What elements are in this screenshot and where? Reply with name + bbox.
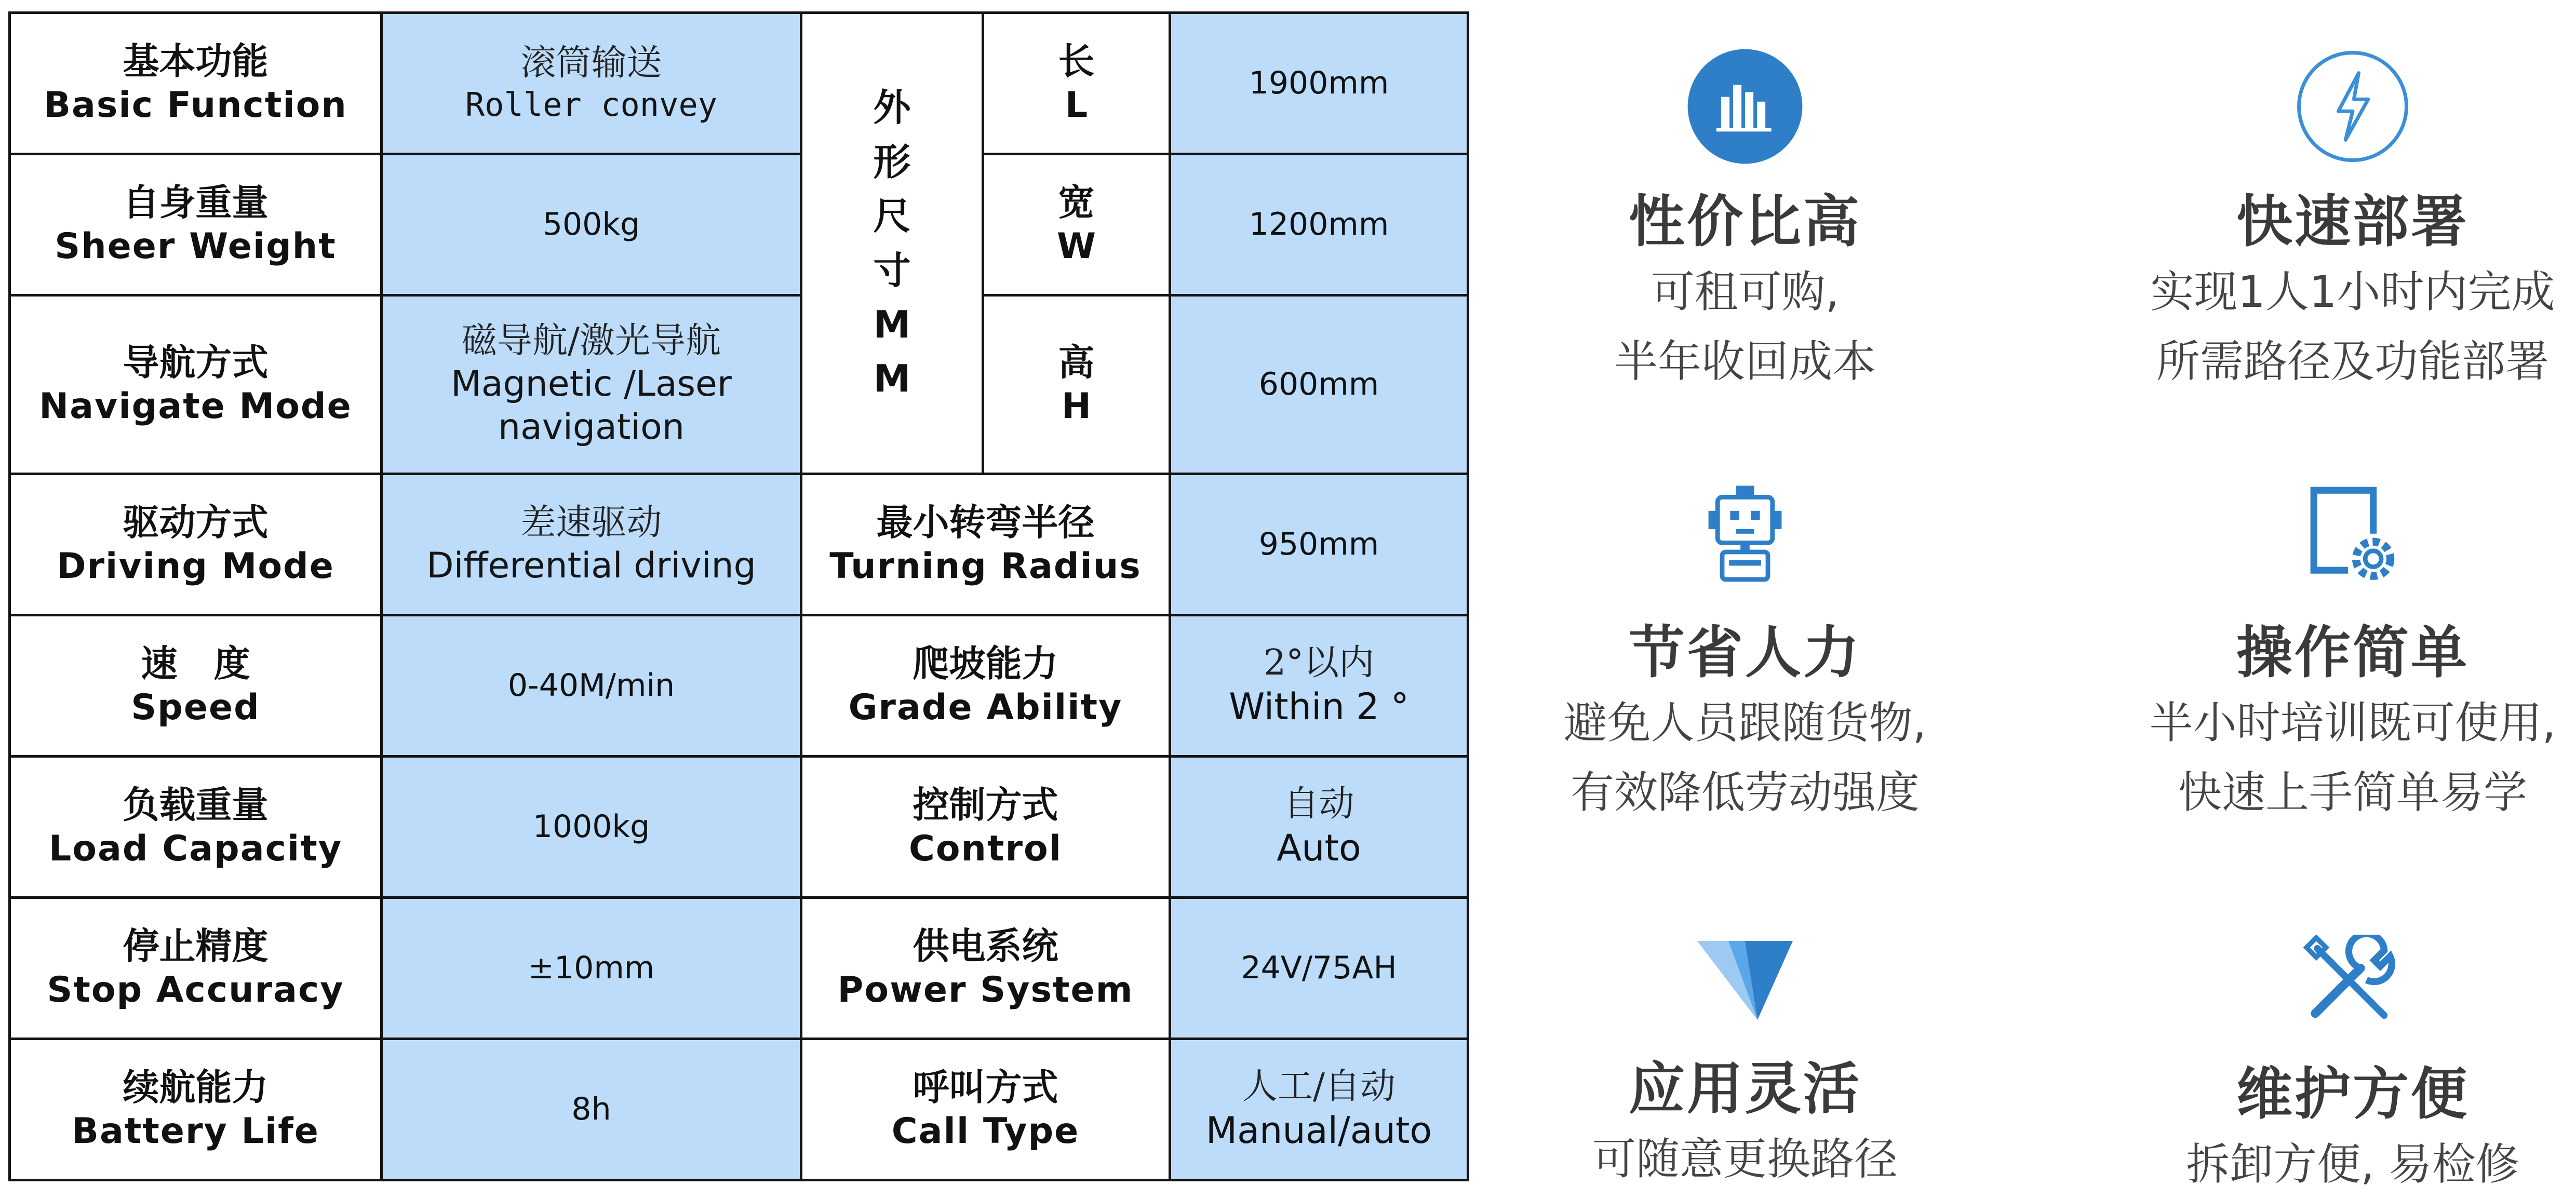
triangle-icon: [1693, 935, 1797, 1023]
bar-chart-icon: [1685, 47, 1805, 166]
feature-desc-line: 有效降低劳动强度: [1570, 767, 1920, 818]
spec-value-navigate-mode: 磁导航/激光导航 Magnetic /Laser navigation: [382, 295, 801, 474]
spec-value-control: 自动 Auto: [1170, 757, 1468, 898]
spec-value-turning-radius: 950mm: [1170, 474, 1468, 615]
spec-key-battery-life: 续航能力 Battery Life: [10, 1039, 382, 1180]
feature-title: 应用灵活: [1628, 1057, 1861, 1122]
lightning-icon: [2293, 47, 2412, 166]
feature-cost-effective: [1439, 47, 2051, 397]
spec-value-battery-life: 8h: [382, 1039, 801, 1180]
feature-title: 维护方便: [2236, 1062, 2469, 1127]
spec-key-length: 长 L: [983, 13, 1170, 154]
feature-labor-saving: [1439, 483, 2051, 828]
feature-desc-line: 可租可购,: [1651, 266, 1840, 317]
spec-key-navigate-mode: 导航方式 Navigate Mode: [10, 295, 382, 474]
spec-table: [8, 11, 1469, 1181]
feature-title: 性价比高: [1628, 190, 1861, 254]
spec-key-height: 高 H: [983, 295, 1170, 474]
table-row: [10, 898, 1468, 1039]
table-row: [10, 295, 1468, 474]
tools-icon: [2303, 935, 2402, 1028]
feature-desc-line: 避免人员跟随货物,: [1563, 697, 1927, 748]
feature-easy-operation: [2046, 483, 2576, 828]
table-row: [10, 757, 1468, 898]
feature-title: 操作简单: [2236, 621, 2469, 685]
spec-value-grade-ability: 2°以内 Within 2 °: [1170, 615, 1468, 757]
spec-key-load-capacity: 负载重量 Load Capacity: [10, 757, 382, 898]
table-row: [10, 1039, 1468, 1180]
spec-key-dimensions: 外 形 尺 寸 M M: [801, 13, 983, 474]
feature-flexible: [1439, 935, 2051, 1194]
feature-desc-line: 所需路径及功能部署: [2156, 336, 2549, 387]
robot-icon: [1688, 483, 1802, 587]
table-row: [10, 154, 1468, 295]
feature-easy-maintenance: [2046, 935, 2576, 1199]
settings-window-icon: [2296, 483, 2410, 587]
spec-value-basic-function: 滚筒输送 Roller convey: [382, 13, 801, 154]
spec-value-call-type: 人工/自动 Manual/auto: [1170, 1039, 1468, 1180]
feature-title: 快速部署: [2236, 190, 2469, 254]
spec-key-stop-accuracy: 停止精度 Stop Accuracy: [10, 898, 382, 1039]
feature-desc-line: 可随意更换路径: [1592, 1134, 1898, 1184]
feature-desc-line: 拆卸方便, 易检修: [2186, 1139, 2519, 1190]
spec-key-power-system: 供电系统 Power System: [801, 898, 1170, 1039]
spec-value-speed: 0-40M/min: [382, 615, 801, 757]
spec-value-height: 600mm: [1170, 295, 1468, 474]
spec-value-power-system: 24V/75AH: [1170, 898, 1468, 1039]
table-row: [10, 13, 1468, 154]
spec-key-grade-ability: 爬坡能力 Grade Ability: [801, 615, 1170, 757]
feature-desc-line: 实现1人1小时内完成: [2150, 266, 2555, 317]
feature-desc-line: 快速上手简单易学: [2178, 767, 2527, 818]
feature-desc-line: 半小时培训既可使用,: [2149, 697, 2556, 748]
spec-value-driving-mode: 差速驱动 Differential driving: [382, 474, 801, 615]
spec-value-sheer-weight: 500kg: [382, 154, 801, 295]
feature-quick-deploy: [2046, 47, 2576, 397]
table-row: [10, 615, 1468, 757]
spec-key-driving-mode: 驱动方式 Driving Mode: [10, 474, 382, 615]
feature-desc-line: 半年收回成本: [1614, 336, 1876, 387]
spec-key-width: 宽 W: [983, 154, 1170, 295]
table-row: [10, 474, 1468, 615]
spec-key-basic-function: 基本功能 Basic Function: [10, 13, 382, 154]
feature-title: 节省人力: [1628, 621, 1861, 685]
spec-value-width: 1200mm: [1170, 154, 1468, 295]
spec-key-call-type: 呼叫方式 Call Type: [801, 1039, 1170, 1180]
spec-key-control: 控制方式 Control: [801, 757, 1170, 898]
spec-key-speed: 速 度 Speed: [10, 615, 382, 757]
spec-value-load-capacity: 1000kg: [382, 757, 801, 898]
spec-value-stop-accuracy: ±10mm: [382, 898, 801, 1039]
spec-key-turning-radius: 最小转弯半径 Turning Radius: [801, 474, 1170, 615]
spec-value-length: 1900mm: [1170, 13, 1468, 154]
spec-key-sheer-weight: 自身重量 Sheer Weight: [10, 154, 382, 295]
